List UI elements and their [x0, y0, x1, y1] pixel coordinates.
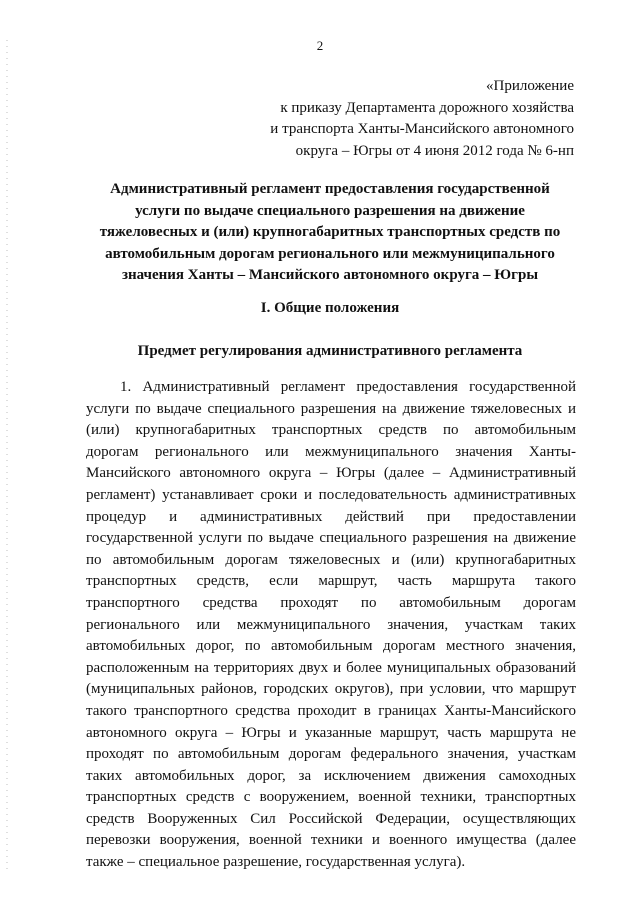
paragraph-line: транспортных средств, если маршрут, часть маршрута такого [86, 573, 576, 590]
paragraph-line: (муниципальных районов, городских округов), при условии, что маршрут [86, 681, 576, 698]
page-number: 2 [316, 38, 324, 53]
paragraph-line: государственной услуги по выдаче специального разрешения на движение [86, 530, 576, 547]
paragraph-line: регламент) устанавливает сроки и последовательность административных [86, 486, 576, 503]
section-heading: I. Общие положения [260, 300, 400, 316]
paragraph-line: расположенным на территориях двух и более муниципальных образований [86, 659, 576, 676]
subject-heading: Предмет регулирования административного регламента [137, 343, 523, 359]
paragraph-line: такого транспортного средства проходит в границах Ханты-Мансийского [86, 702, 576, 719]
paragraph-line: процедур и административных действий при предоставлении [86, 508, 576, 525]
paragraph-line: автомобильных дорог, по автомобильным дорогам местного значения, [86, 638, 576, 655]
paragraph-line: 1. Административный регламент предоставления государственной [120, 379, 576, 395]
regulation-title-line: значения Ханты – Мансийского автономного округа – Югры [121, 267, 539, 283]
paragraph-line: по автомобильным дорогам тяжеловесных и (или) крупногабаритных [86, 551, 576, 568]
paragraph-line: проходят по автомобильным дорогам федерального значения, участкам [86, 746, 576, 763]
paragraph-line: также – специальное разрешение, государственная услуга). [86, 854, 466, 871]
regulation-title [60, 179, 600, 287]
appendix-line: и транспорта Ханты-Мансийского автономного [270, 121, 574, 137]
paragraph-line: транспортного средства проходят по автомобильным дорогам [86, 594, 576, 611]
paragraph-line: услуги по выдаче специального разрешения на движение тяжеловесных и [86, 400, 576, 417]
paragraph-line: Мансийского автономного округа – Югры (далее – Административный [86, 465, 576, 482]
scan-margin-marks [6, 40, 8, 870]
paragraph-line: автономного округа – Югры и указанные маршрут, часть маршрута не [86, 724, 576, 741]
regulation-title-line: автомобильным дорогам регионального или межмуниципального [105, 245, 555, 262]
paragraph-line: средств Вооруженных Сил Российской Федерации, осуществляющих [86, 810, 576, 827]
appendix-header [234, 76, 574, 162]
appendix-line: к приказу Департамента дорожного хозяйства [280, 99, 574, 116]
appendix-line: «Приложение [485, 78, 574, 94]
paragraph-1 [86, 377, 576, 874]
paragraph-line: транспортных средств с вооружением, военной техники, транспортных [86, 789, 576, 806]
paragraph-line: дорогам регионального или межмуниципального значения Ханты- [86, 443, 576, 460]
regulation-title-line: услуги по выдаче специального разрешения на движение [135, 202, 525, 219]
paragraph-line: (или) крупногабаритных транспортных средств по автомобильным [86, 422, 576, 439]
regulation-title-line: Административный регламент предоставления государственной [110, 181, 550, 197]
regulation-title-line: тяжеловесных и (или) крупногабаритных транспортных средств по [99, 224, 561, 240]
paragraph-line: таких автомобильных дорог, за исключением движения самоходных [86, 767, 576, 784]
paragraph-line: регионального или межмуниципального значения, участкам таких [86, 616, 576, 633]
appendix-line: округа – Югры от 4 июня 2012 года № 6-нп [295, 142, 574, 159]
paragraph-line: перевозки вооружения, военной техники и военного имущества (далее [86, 832, 576, 849]
